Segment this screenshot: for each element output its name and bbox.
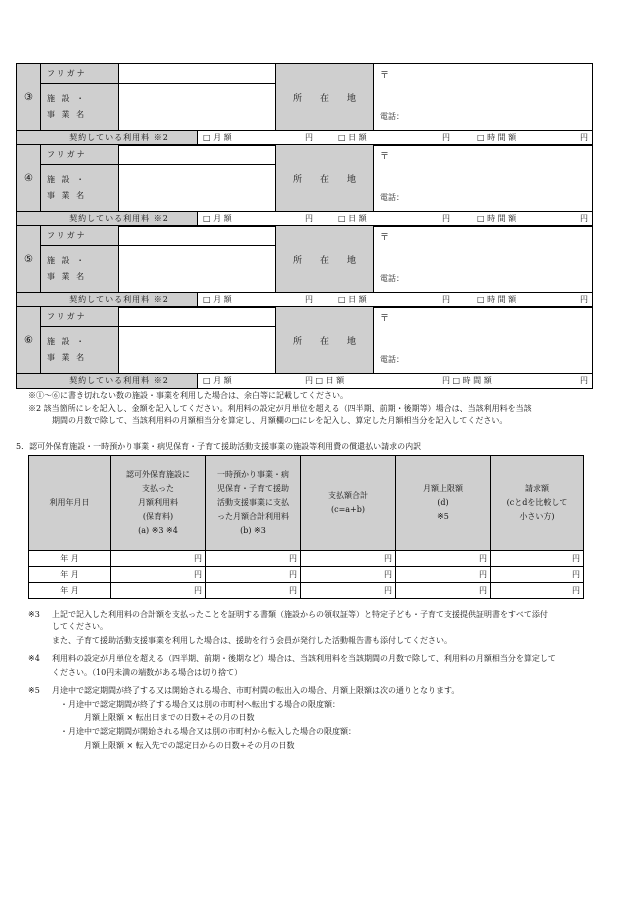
furigana-label: フリガナ	[41, 307, 119, 327]
amount-cell[interactable]: 円	[206, 551, 301, 567]
contract-number-cell	[17, 131, 42, 145]
header-a: 認可外保育施設に 支払った 月額利用料 (保育料) (a) ※3 ※4	[111, 456, 206, 551]
note-2-line2: 期間の月数で除して、当該利用料の月額相当分を算定し、月額欄の□にレを記入し、算定した月額相当分を記入してください。	[52, 416, 508, 425]
hourly-fee-yen: 円	[580, 295, 588, 304]
address-label-char: 所	[292, 336, 302, 347]
monthly-fee-checkbox[interactable]: □ 月 額	[203, 376, 232, 385]
note5-label: ※5	[28, 686, 40, 695]
amount-cell[interactable]: 円	[301, 567, 396, 583]
facility-number: ⑥	[17, 307, 41, 373]
facility-name-label-line2: 事 業 名	[47, 272, 87, 281]
note5-line5: 月額上限額 × 転入先での認定日からの日数÷その月の日数	[84, 741, 295, 750]
furigana-label: フリガナ	[41, 64, 119, 84]
facility-block	[16, 306, 593, 389]
facility-name-label	[41, 165, 119, 211]
amount-cell[interactable]: 円	[111, 567, 206, 583]
hourly-fee-yen: 円	[580, 376, 588, 385]
note-2-line1: ※2 該当箇所にレを記入し、金額を記入してください。利用料の設定が月単位を超える（四半期、前期・後期等）場合は、当該利用料を当該	[28, 404, 532, 413]
contract-number-cell	[17, 212, 42, 226]
monthly-fee-yen: 円	[305, 133, 313, 142]
contract-fee-options	[197, 374, 592, 388]
monthly-fee-checkbox[interactable]: □ 月 額	[203, 133, 232, 142]
note4-line2: ください。（10円未満の端数がある場合は切り捨て）	[52, 668, 243, 677]
contract-fee-label: 契約している利用料 ※2	[41, 212, 198, 226]
note3-label: ※3	[28, 610, 40, 619]
note5-line4: ・月途中で認定期間が開始される場合又は別の市町村から転入した場合の限度額：	[60, 727, 356, 736]
phone-label: 電話：	[380, 274, 404, 283]
address-label-char: 在	[319, 93, 329, 104]
monthly-fee-checkbox[interactable]: □ 月 額	[203, 214, 232, 223]
monthly-fee-yen: 円	[305, 214, 313, 223]
amount-cell[interactable]: 円	[491, 551, 584, 567]
daily-fee-yen: 円 □ 時 間 額	[442, 376, 492, 385]
note5-line2: ・月途中で認定期間が終了する場合又は別の市町村へ転出する場合の限度額：	[60, 700, 340, 709]
address-label-char: 所	[292, 93, 302, 104]
hourly-fee-checkbox[interactable]: □ 時 間 額	[477, 214, 517, 223]
furigana-field[interactable]	[119, 226, 276, 246]
address-label-char: 所	[292, 255, 302, 266]
hourly-fee-checkbox[interactable]: □ 時 間 額	[477, 295, 517, 304]
header-claim: 請求額 (cとdを比較して 小さい方)	[491, 456, 584, 551]
header-c: 支払額合計 (c=a+b)	[301, 456, 396, 551]
postal-mark: 〒	[380, 71, 390, 81]
postal-mark: 〒	[380, 233, 390, 243]
address-label-char: 地	[346, 336, 356, 347]
amount-cell[interactable]: 円	[111, 583, 206, 599]
table-row	[29, 551, 584, 567]
facility-name-field[interactable]	[119, 246, 276, 292]
monthly-fee-yen: 円	[305, 295, 313, 304]
postal-mark: 〒	[380, 314, 390, 324]
note5-line1: 月途中で認定期間が終了する又は開始される場合、市町村間の転出入の場合、月額上限額は次の通りとなります。	[52, 686, 460, 695]
daily-fee-yen: 円	[442, 133, 450, 142]
furigana-field[interactable]	[119, 64, 276, 84]
address-label-char: 所	[292, 174, 302, 185]
furigana-label: フリガナ	[41, 145, 119, 165]
address-field[interactable]	[374, 145, 592, 211]
contract-fee-options	[197, 131, 592, 145]
header-b: 一時預かり事業・病 児保育・子育て援助 活動支援事業に支払 った月額合計利用料 (b) ※3	[206, 456, 301, 551]
daily-fee-checkbox[interactable]: □ 日 額	[338, 133, 367, 142]
amount-cell[interactable]: 円	[111, 551, 206, 567]
facility-block	[16, 225, 593, 308]
note4-line1: 利用料の設定が月単位を超える（四半期、前期・後期など）場合は、当該利用料を当該期間の月数で除して、利用料の月額相当分を算定して	[52, 654, 556, 663]
reimbursement-table	[28, 455, 584, 599]
daily-fee-checkbox[interactable]: □ 日 額	[338, 214, 367, 223]
contract-fee-row	[17, 130, 592, 145]
contract-fee-options	[197, 212, 592, 226]
monthly-fee-checkbox[interactable]: □ 月 額	[203, 295, 232, 304]
year-month-cell[interactable]: 年 月	[29, 567, 111, 583]
year-month-cell[interactable]: 年 月	[29, 551, 111, 567]
facility-name-label-line2: 事 業 名	[47, 191, 87, 200]
furigana-label: フリガナ	[41, 226, 119, 246]
facility-name-field[interactable]	[119, 165, 276, 211]
facility-name-label-line1: 施 設 ・	[47, 256, 87, 265]
facility-name-label-line1: 施 設 ・	[47, 337, 87, 346]
hourly-fee-checkbox[interactable]: □ 時 間 額	[477, 133, 517, 142]
facility-name-field[interactable]	[119, 84, 276, 130]
address-field[interactable]	[374, 307, 592, 373]
facility-number: ④	[17, 145, 41, 211]
note3-line1: 上記で記入した利用料の合計額を支払ったことを証明する書類（施設からの領収証等）と特定子ども・子育て支援提供証明書をすべて添付	[52, 610, 548, 619]
contract-fee-row	[17, 211, 592, 226]
year-month-cell[interactable]: 年 月	[29, 583, 111, 599]
phone-label: 電話：	[380, 112, 404, 121]
facility-name-label-line2: 事 業 名	[47, 110, 87, 119]
contract-fee-label: 契約している利用料 ※2	[41, 374, 198, 388]
facility-block	[16, 144, 593, 227]
facility-name-field[interactable]	[119, 327, 276, 373]
monthly-fee-yen: 円 □ 日 額	[305, 376, 345, 385]
address-field[interactable]	[374, 64, 592, 130]
facility-name-label	[41, 84, 119, 130]
furigana-field[interactable]	[119, 145, 276, 165]
address-label	[276, 145, 374, 211]
amount-cell[interactable]: 円	[491, 583, 584, 599]
contract-fee-label: 契約している利用料 ※2	[41, 293, 198, 307]
address-label	[276, 226, 374, 292]
amount-cell[interactable]: 円	[206, 567, 301, 583]
address-label	[276, 307, 374, 373]
daily-fee-checkbox[interactable]: □ 日 額	[338, 295, 367, 304]
facility-number: ⑤	[17, 226, 41, 292]
amount-cell[interactable]: 円	[301, 551, 396, 567]
note4-label: ※4	[28, 654, 40, 663]
address-label	[276, 64, 374, 130]
address-label-char: 在	[319, 255, 329, 266]
note5-line3: 月額上限額 × 転出日までの日数÷その月の日数	[84, 713, 255, 722]
address-label-char: 地	[346, 174, 356, 185]
address-label-char: 在	[319, 174, 329, 185]
phone-label: 電話：	[380, 193, 404, 202]
facility-name-label-line1: 施 設 ・	[47, 175, 87, 184]
contract-number-cell	[17, 374, 42, 388]
phone-label: 電話：	[380, 355, 404, 364]
amount-cell[interactable]: 円	[396, 551, 491, 567]
amount-cell[interactable]: 円	[396, 583, 491, 599]
table-row	[29, 567, 584, 583]
address-label-char: 地	[346, 255, 356, 266]
table-row	[29, 583, 584, 599]
facility-name-label-line1: 施 設 ・	[47, 94, 87, 103]
header-date: 利用年月日	[29, 456, 111, 551]
facility-block	[16, 63, 593, 146]
amount-cell[interactable]: 円	[491, 567, 584, 583]
hourly-fee-yen: 円	[580, 133, 588, 142]
amount-cell[interactable]: 円	[301, 583, 396, 599]
facility-number: ③	[17, 64, 41, 130]
contract-fee-options	[197, 293, 592, 307]
contract-fee-row	[17, 373, 592, 388]
daily-fee-yen: 円	[442, 214, 450, 223]
contract-number-cell	[17, 293, 42, 307]
note3-line3: また、子育て援助活動支援事業を利用した場合は、援助を行う会員が発行した活動報告書も添付してください。	[52, 636, 452, 645]
facility-name-label	[41, 246, 119, 292]
contract-fee-label: 契約している利用料 ※2	[41, 131, 198, 145]
amount-cell[interactable]: 円	[206, 583, 301, 599]
hourly-fee-yen: 円	[580, 214, 588, 223]
contract-fee-row	[17, 292, 592, 307]
amount-cell[interactable]: 円	[396, 567, 491, 583]
daily-fee-yen: 円	[442, 295, 450, 304]
facility-name-label	[41, 327, 119, 373]
address-label-char: 地	[346, 93, 356, 104]
section5-title: 5．認可外保育施設・一時預かり事業・病児保育・子育て援助活動支援事業の施設等利用費の償還払い請求の内訳	[16, 442, 422, 451]
facility-name-label-line2: 事 業 名	[47, 353, 87, 362]
address-field[interactable]	[374, 226, 592, 292]
address-label-char: 在	[319, 336, 329, 347]
postal-mark: 〒	[380, 152, 390, 162]
note3-line2: してください。	[52, 622, 108, 631]
header-d: 月額上限額 (d) ※5	[396, 456, 491, 551]
note-overflow: ※①～⑥に書き切れない数の施設・事業を利用した場合は、余白等に記載してください。	[28, 391, 348, 400]
furigana-field[interactable]	[119, 307, 276, 327]
